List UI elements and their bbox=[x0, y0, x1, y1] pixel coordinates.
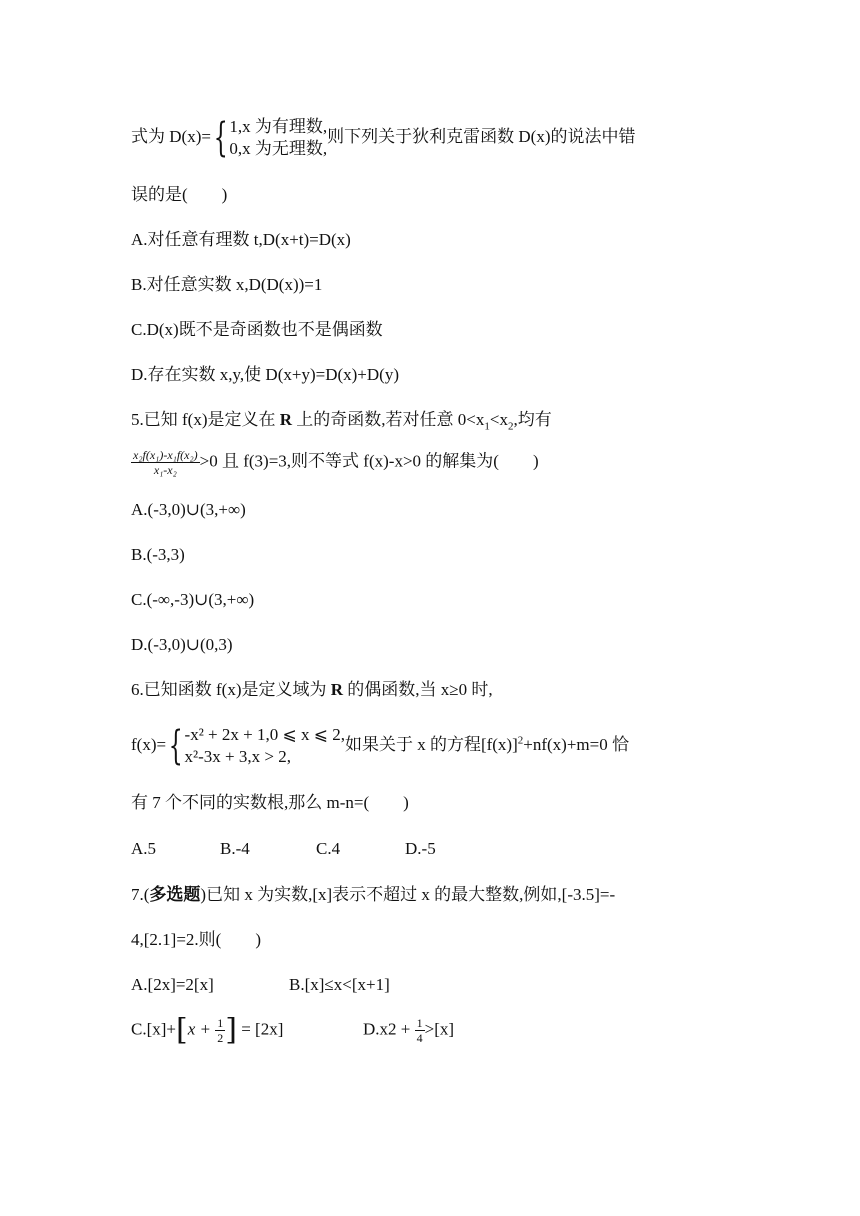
q4-option-b: B.对任意实数 x,D(D(x))=1 bbox=[131, 275, 323, 294]
q5-text-b: 上的奇函数,若对任意 0<x bbox=[292, 410, 485, 429]
q7-option-c-prefix: C.[x]+ bbox=[131, 1019, 176, 1039]
q4-brace: { bbox=[213, 115, 228, 161]
q7-option-d-prefix: D.x2 + bbox=[363, 1019, 415, 1039]
q6-suffix-a: 如果关于 x 的方程[f(x)] bbox=[344, 734, 518, 754]
q5-fraction bbox=[131, 448, 200, 477]
q5-option-c: C.(-∞,-3)∪(3,+∞) bbox=[131, 590, 255, 609]
q7-option-c-fraction bbox=[215, 1016, 225, 1045]
q6-brace: { bbox=[168, 723, 183, 769]
q4-stem-end: 误的是( ) bbox=[131, 185, 228, 204]
q6-option-d: D.-5 bbox=[405, 839, 436, 858]
q7-option-d-num: 1 bbox=[416, 1016, 423, 1030]
q7-option-a: A.[2x]=2[x] bbox=[131, 975, 214, 994]
q4-piecewise bbox=[211, 116, 327, 160]
q6-real-set: R bbox=[330, 680, 344, 699]
q5-sub1: 1 bbox=[484, 420, 490, 433]
q4-def-prefix: 式为 D(x)= bbox=[131, 126, 211, 146]
q7-option-d-den: 4 bbox=[416, 1031, 423, 1045]
q6-option-c: C.4 bbox=[316, 839, 341, 858]
q4-option-a: A.对任意有理数 t,D(x+t)=D(x) bbox=[131, 230, 351, 249]
q6-function-line bbox=[131, 724, 629, 768]
q4-case-rational: 1,x 为有理数, bbox=[229, 117, 328, 136]
q5-option-d: D.(-3,0)∪(0,3) bbox=[131, 635, 233, 654]
q5-text-d: ,均有 bbox=[513, 410, 552, 429]
q6-piecewise bbox=[166, 724, 345, 768]
q5-text-a: 5.已知 f(x)是定义在 bbox=[131, 410, 280, 429]
q5-real-set: R bbox=[279, 410, 293, 429]
q5-option-a: A.(-3,0)∪(3,+∞) bbox=[131, 500, 246, 519]
q5-stem-line2 bbox=[131, 448, 539, 477]
q4-option-d: D.存在实数 x,y,使 D(x+y)=D(x)+D(y) bbox=[131, 365, 399, 384]
q5-stem-line1 bbox=[131, 409, 552, 437]
q6-f-prefix: f(x)= bbox=[131, 734, 167, 754]
q7-multi-choice-tag: 多选题 bbox=[149, 885, 201, 904]
q7-number: 7.( bbox=[131, 885, 150, 904]
q7-text-line1: )已知 x 为实数,[x]表示不超过 x 的最大整数,例如,[-3.5]=- bbox=[200, 885, 616, 904]
q5-sub2: 2 bbox=[507, 420, 514, 433]
q4-definition-line bbox=[131, 116, 636, 160]
q7-option-c bbox=[131, 1012, 284, 1048]
q7-floor-bracket-left: [ bbox=[176, 1012, 188, 1048]
q4-option-c: C.D(x)既不是奇函数也不是偶函数 bbox=[131, 320, 383, 339]
q7-option-d-fraction bbox=[415, 1016, 425, 1045]
q6-suffix-b: +nf(x)+m=0 恰 bbox=[523, 734, 629, 754]
q6-sup: 2 bbox=[517, 734, 524, 747]
q7-floor-bracket-right: ] bbox=[225, 1012, 237, 1048]
q4-case-irrational: 0,x 为无理数, bbox=[229, 139, 328, 158]
q6-cases bbox=[185, 724, 345, 768]
q7-option-d-suffix: >[x] bbox=[424, 1019, 455, 1039]
q6-option-b: B.-4 bbox=[220, 839, 250, 858]
q6-stem-line3: 有 7 个不同的实数根,那么 m-n=( ) bbox=[131, 793, 409, 812]
q6-case2: x²-3x + 3,x > 2, bbox=[184, 747, 291, 766]
q6-case1: -x² + 2x + 1,0 ⩽ x ⩽ 2, bbox=[184, 725, 345, 744]
q7-option-c-num: 1 bbox=[217, 1016, 224, 1030]
q7-option-c-den: 2 bbox=[217, 1031, 224, 1045]
q5-text-line2: >0 且 f(3)=3,则不等式 f(x)-x>0 的解集为( ) bbox=[199, 451, 539, 471]
q5-text-c: <x bbox=[489, 410, 508, 429]
q5-frac-numerator: x₂f(x₁)-x₁f(x₂) bbox=[133, 448, 198, 462]
q6-text-a: 6.已知函数 f(x)是定义域为 bbox=[131, 680, 331, 699]
q6-text-b: 的偶函数,当 x≥0 时, bbox=[343, 680, 493, 699]
q7-option-d bbox=[363, 1016, 454, 1045]
q7-stem-line2: 4,[2.1]=2.则( ) bbox=[131, 930, 261, 949]
q7-option-c-suffix: = [2x] bbox=[236, 1019, 284, 1039]
q6-stem-line1 bbox=[131, 679, 493, 701]
q4-def-suffix: 则下列关于狄利克雷函数 D(x)的说法中错 bbox=[327, 126, 636, 146]
q6-option-a: A.5 bbox=[131, 839, 157, 858]
q5-frac-denominator: x₁-x₂ bbox=[153, 463, 177, 477]
q7-option-b: B.[x]≤x<[x+1] bbox=[289, 975, 390, 994]
q7-option-c-x: x + bbox=[187, 1019, 216, 1039]
q7-stem-line1 bbox=[131, 884, 615, 906]
q4-cases bbox=[229, 116, 327, 160]
q5-option-b: B.(-3,3) bbox=[131, 545, 185, 564]
